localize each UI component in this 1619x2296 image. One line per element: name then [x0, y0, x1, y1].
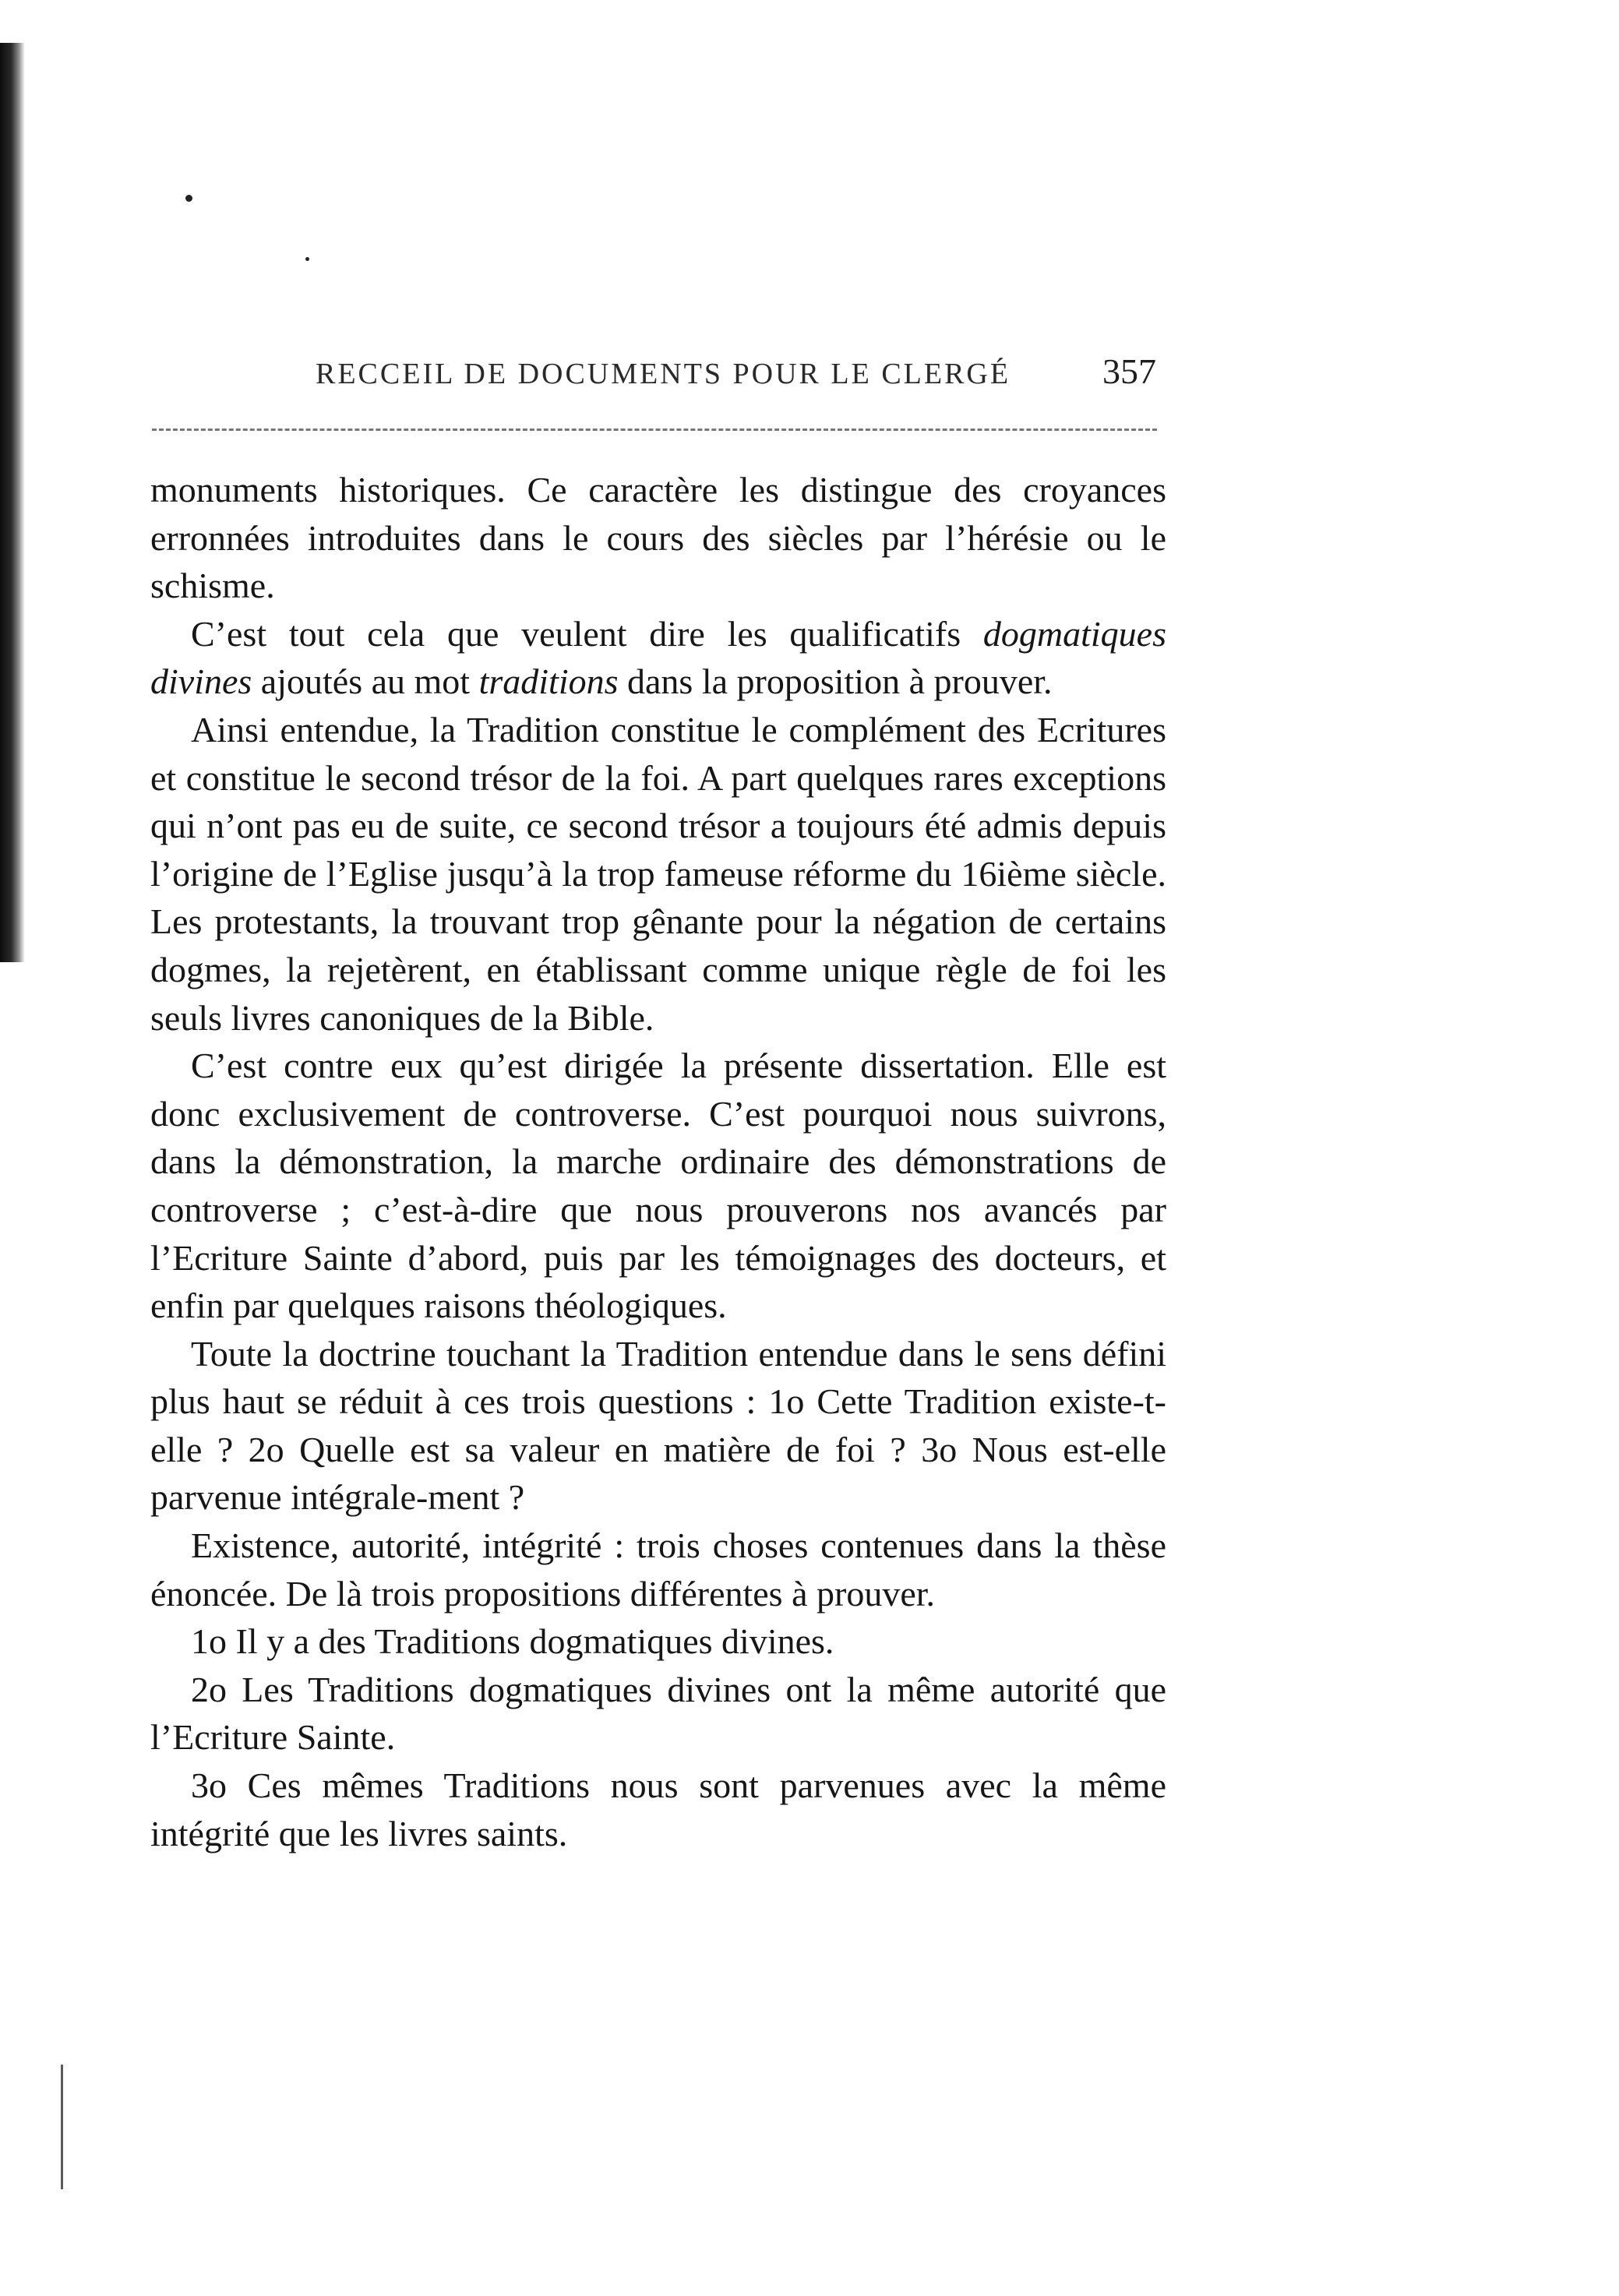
ink-speck — [305, 257, 309, 261]
page-header — [0, 343, 1169, 405]
paragraph — [150, 610, 1166, 706]
page-number: 357 — [1102, 351, 1156, 391]
body-text — [150, 466, 1166, 1857]
proposition-1: 1o Il y a des Traditions dogmatiques divines. — [191, 1621, 834, 1662]
paragraph-text: dans la proposition à prouver. — [618, 661, 1053, 702]
paragraph: Toute la doctrine touchant la Tradition entendue dans le sens défini plus haut se réduit à ces trois questions : 1o Cette Tradition existe-t-elle ? 2o Quelle est sa valeur en matière de foi ? 3o Nous est-elle parvenue intégrale-ment ? — [150, 1333, 1166, 1518]
paragraph-text: ajoutés au mot — [252, 661, 479, 702]
proposition-3: 3o Ces mêmes Traditions nous sont parvenues avec la même intégrité que les livres saints. — [150, 1765, 1166, 1853]
paragraph: monuments historiques. Ce caractère les distingue des croyances erronnées introduites dans le cours des siècles par l’hérésie ou le schisme. — [150, 470, 1166, 606]
book-spine-shadow — [0, 43, 25, 962]
proposition-2: 2o Les Traditions dogmatiques divines ont la même autorité que l’Ecriture Sainte. — [150, 1669, 1166, 1758]
italic-term: traditions — [478, 661, 619, 702]
running-head: RECCEIL DE DOCUMENTS POUR LE CLERGÉ — [316, 358, 1011, 390]
paragraph: Existence, autorité, intégrité : trois choses contenues dans la thèse énoncée. De là trois propositions différentes à prouver. — [150, 1525, 1166, 1614]
italic-term: dogmatiques divines — [150, 613, 1166, 702]
ink-speck — [185, 195, 192, 202]
paragraph-text: C’est tout cela que veulent dire les qualificatifs — [191, 613, 983, 654]
header-rule — [152, 429, 1157, 431]
paragraph: C’est contre eux qu’est dirigée la présente dissertation. Elle est donc exclusivement de controverse. C’est pourquoi nous suivrons, dans la démonstration, la marche ordinaire des démonstrations de controverse ; c’est-à-dire que nous prouverons nos avancés par l’Ecriture Sainte d’abord, puis par les témoignages des docteurs, et enfin par quelques raisons théologiques. — [150, 1046, 1166, 1326]
paragraph: Ainsi entendue, la Tradition constitue le complément des Ecritures et constitue le second trésor de la foi. A part quelques rares exceptions qui n’ont pas eu de suite, ce second trésor a toujours été admis depuis l’origine de l’Eglise jusqu’à la trop fameuse réforme du 16ième siècle. Les protestants, la trouvant trop gênante pour la négation de certains dogmes, la rejetèrent, en établissant comme unique règle de foi les seuls livres canoniques de la Bible. — [150, 709, 1166, 1038]
margin-mark — [61, 2065, 63, 2189]
